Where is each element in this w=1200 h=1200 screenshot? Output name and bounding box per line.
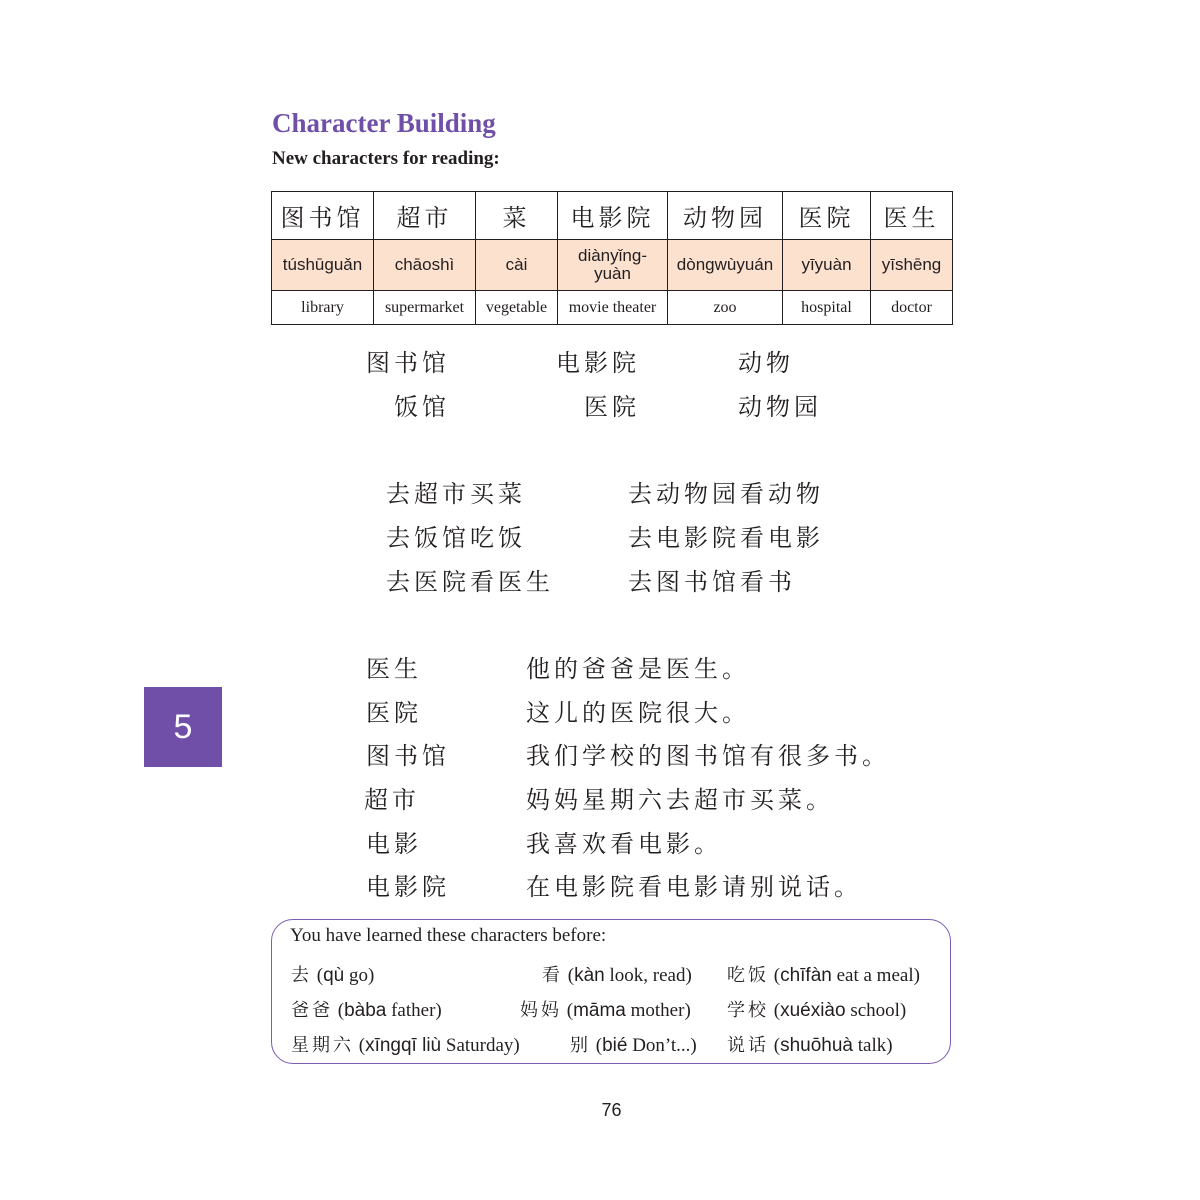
review-item: 学校 (xuéxiào school) [727, 1000, 907, 1021]
review-meaning: father) [386, 1000, 442, 1021]
vocab-pinyin-cell: diànyǐng-yuàn [558, 240, 668, 291]
word-group-item: 动物园 [738, 393, 822, 421]
word-group-item: 电影院 [556, 349, 640, 377]
review-hanzi: 吃饭 [727, 965, 769, 986]
review-item: 爸爸 (bàba father) [291, 1000, 442, 1021]
vocab-pinyin-cell: túshūguǎn [272, 240, 374, 291]
vocab-pinyin-cell: chāoshì [374, 240, 476, 291]
review-pinyin: bié [602, 1035, 628, 1056]
sentence-word: 电影院 [366, 873, 450, 901]
vocab-hanzi-row [272, 192, 953, 240]
sentence-text: 在电影院看电影请别说话。 [526, 873, 862, 901]
vocab-hanzi-cell: 图书馆 [272, 192, 374, 240]
phrase-item: 去图书馆看书 [628, 568, 796, 596]
word-group-item: 图书馆 [366, 349, 450, 377]
vocab-hanzi-cell: 电影院 [558, 192, 668, 240]
chapter-tab: 5 [144, 687, 222, 767]
sentence-word: 医院 [366, 699, 422, 727]
vocab-pinyin-cell: dòngwùyuán [668, 240, 783, 291]
review-meaning: look, read) [604, 965, 692, 986]
review-hanzi: 别 [570, 1035, 591, 1056]
vocab-pinyin-row [272, 240, 953, 291]
vocab-hanzi-cell: 菜 [476, 192, 558, 240]
review-pinyin: qù [323, 965, 345, 986]
sentence-word: 医生 [366, 655, 422, 683]
vocab-pinyin-cell: cài [476, 240, 558, 291]
vocab-hanzi-cell: 医院 [783, 192, 871, 240]
section-subtitle: New characters for reading: [272, 148, 500, 169]
sentence-text: 他的爸爸是医生。 [526, 655, 750, 683]
vocab-hanzi-cell: 动物园 [668, 192, 783, 240]
sentence-text: 妈妈星期六去超市买菜。 [526, 786, 834, 814]
review-item: 星期六 (xīngqī liù Saturday) [291, 1035, 520, 1056]
sentence-text: 这儿的医院很大。 [526, 699, 750, 727]
review-meaning: talk) [852, 1035, 893, 1056]
vocab-english-cell: supermarket [374, 291, 476, 325]
section-title: Character Building [272, 108, 496, 138]
review-hanzi: 看 [542, 965, 563, 986]
phrase-item: 去动物园看动物 [628, 480, 824, 508]
review-hanzi: 说话 [727, 1035, 769, 1056]
review-meaning: school) [845, 1000, 907, 1021]
review-meaning: eat a meal) [831, 965, 920, 986]
phrase-item: 去饭馆吃饭 [386, 524, 526, 552]
review-item: 妈妈 (māma mother) [520, 1000, 691, 1021]
vocab-english-cell: vegetable [476, 291, 558, 325]
phrase-item: 去医院看医生 [386, 568, 554, 596]
sentence-word: 超市 [364, 786, 420, 814]
review-item: 吃饭 (chīfàn eat a meal) [727, 965, 920, 986]
review-pinyin: chīfàn [780, 965, 832, 986]
review-pinyin: māma [573, 1000, 626, 1021]
review-item: 看 (kàn look, read) [542, 965, 692, 986]
review-pinyin: kàn [574, 965, 605, 986]
review-hanzi: 星期六 [291, 1035, 354, 1056]
vocab-hanzi-cell: 医生 [871, 192, 953, 240]
sentence-text: 我喜欢看电影。 [526, 830, 722, 858]
review-hanzi: 爸爸 [291, 1000, 333, 1021]
word-group-item: 饭馆 [394, 393, 450, 421]
review-meaning: go) [344, 965, 375, 986]
review-pinyin: xuéxiào [780, 1000, 846, 1021]
vocab-english-cell: library [272, 291, 374, 325]
vocab-hanzi-cell: 超市 [374, 192, 476, 240]
vocab-english-cell: doctor [871, 291, 953, 325]
vocab-english-cell: movie theater [558, 291, 668, 325]
word-group-item: 医院 [584, 393, 640, 421]
page-number: 76 [601, 1100, 622, 1120]
phrase-item: 去超市买菜 [386, 480, 526, 508]
review-meaning: mother) [625, 1000, 691, 1021]
sentence-word: 电影 [366, 830, 422, 858]
review-hanzi: 去 [291, 965, 312, 986]
review-hanzi: 学校 [727, 1000, 769, 1021]
review-meaning: Saturday) [441, 1035, 520, 1056]
review-pinyin: bàba [344, 1000, 387, 1021]
review-pinyin: shuōhuà [780, 1035, 853, 1056]
review-meaning: Don’t...) [627, 1035, 697, 1056]
vocab-english-row [272, 291, 953, 325]
vocab-english-cell: zoo [668, 291, 783, 325]
sentence-text: 我们学校的图书馆有很多书。 [526, 742, 890, 770]
review-hanzi: 妈妈 [520, 1000, 562, 1021]
review-heading: You have learned these characters before: [290, 925, 607, 946]
sentence-word: 图书馆 [366, 742, 450, 770]
vocab-english-cell: hospital [783, 291, 871, 325]
vocab-pinyin-cell: yīshēng [871, 240, 953, 291]
review-pinyin: xīngqī liù [365, 1035, 442, 1056]
review-item: 去 (qù go) [291, 965, 375, 986]
review-item: 别 (bié Don’t...) [570, 1035, 697, 1056]
word-group-item: 动物 [738, 349, 794, 377]
vocab-table [271, 191, 953, 325]
review-item: 说话 (shuōhuà talk) [727, 1035, 893, 1056]
vocab-pinyin-cell: yīyuàn [783, 240, 871, 291]
phrase-item: 去电影院看电影 [628, 524, 824, 552]
